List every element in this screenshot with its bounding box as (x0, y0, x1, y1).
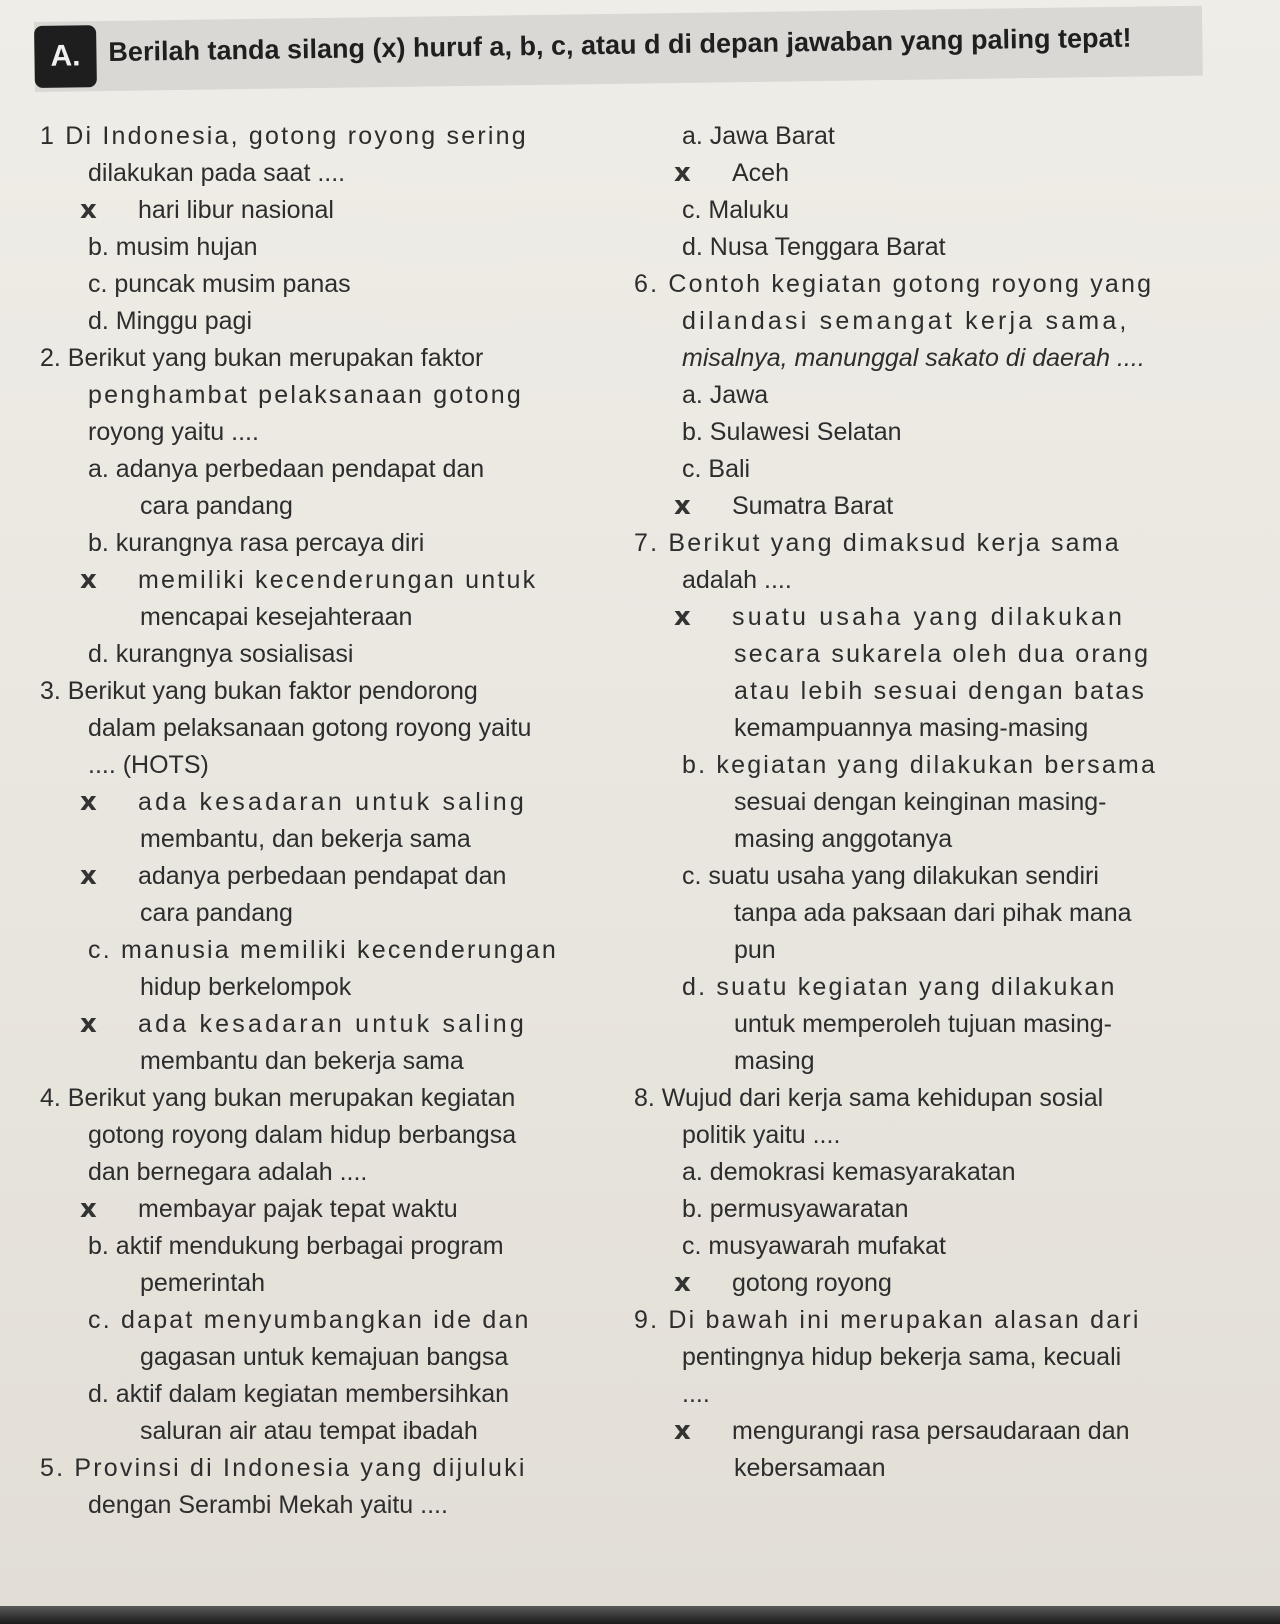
line-text: adanya perbedaan pendapat dan (138, 862, 507, 890)
line-text: .... (HOTS) (88, 751, 209, 779)
line-text: .... (682, 1380, 710, 1408)
question-text-line (40, 1154, 640, 1191)
line-text: b. Sulawesi Selatan (682, 418, 902, 446)
answer-option-line (40, 525, 640, 562)
answer-option-line (40, 1006, 640, 1043)
answer-option-line (40, 932, 640, 969)
line-text: politik yaitu .... (682, 1121, 841, 1149)
line-text: a. demokrasi kemasyarakatan (682, 1158, 1016, 1186)
line-text: membantu, dan bekerja sama (140, 825, 471, 853)
line-text: kebersamaan (734, 1454, 886, 1482)
answer-option-line (40, 821, 640, 858)
line-text: untuk memperoleh tujuan masing- (734, 1010, 1112, 1038)
line-text: c. musyawarah mufakat (682, 1232, 946, 1260)
line-text: ada kesadaran untuk saling (138, 1010, 527, 1038)
line-text: adalah .... (682, 566, 792, 594)
question-line (40, 673, 640, 710)
line-text: gotong royong dalam hidup berbangsa (88, 1121, 517, 1149)
answer-option-line (634, 1413, 1244, 1450)
line-text: royong yaitu .... (88, 418, 259, 446)
handwritten-x-mark: x (674, 158, 691, 188)
line-text: dilakukan pada saat .... (88, 159, 346, 187)
answer-option-line (634, 1191, 1244, 1228)
line-text: c. suatu usaha yang dilakukan sendiri (682, 862, 1099, 890)
question-line (634, 1080, 1244, 1117)
line-text: 7. Berikut yang dimaksud kerja sama (634, 529, 1121, 557)
answer-option-line (40, 192, 640, 229)
answer-option-line (634, 710, 1244, 747)
line-text: memiliki kecenderungan untuk (138, 566, 538, 594)
answer-option-line (40, 895, 640, 932)
answer-option-line (40, 562, 640, 599)
handwritten-x-mark: x (674, 491, 691, 521)
handwritten-x-mark: x (80, 787, 100, 817)
line-text: membantu dan bekerja sama (140, 1047, 464, 1075)
line-text: hari libur nasional (138, 196, 334, 224)
answer-option-line (634, 821, 1244, 858)
answer-option-line (634, 414, 1244, 451)
answer-option-line (634, 192, 1244, 229)
handwritten-x-mark: x (80, 565, 99, 595)
line-text: dan bernegara adalah .... (88, 1158, 368, 1186)
line-text: hidup berkelompok (140, 973, 352, 1001)
answer-option-line (634, 784, 1244, 821)
question-text-line (40, 155, 640, 192)
answer-option-line (40, 599, 640, 636)
answer-option-line (634, 858, 1244, 895)
line-text: a. Jawa Barat (682, 122, 835, 150)
question-text-line (40, 710, 640, 747)
line-text: dengan Serambi Mekah yaitu .... (88, 1491, 448, 1519)
instruction-header (34, 6, 1203, 92)
line-text: c. Maluku (682, 196, 789, 224)
line-text: Sumatra Barat (732, 492, 894, 520)
line-text: 8. Wujud dari kerja sama kehidupan sosial (634, 1084, 1104, 1112)
line-text: sesuai dengan keinginan masing- (734, 788, 1107, 816)
line-text: misalnya, manunggal sakato di daerah .... (682, 344, 1145, 372)
line-text: b. kurangnya rasa percaya diri (88, 529, 425, 557)
line-text: c. dapat menyumbangkan ide dan (88, 1306, 531, 1334)
line-text: secara sukarela oleh dua orang (734, 640, 1151, 668)
question-line (634, 266, 1244, 303)
line-text: atau lebih sesuai dengan batas (734, 677, 1147, 705)
answer-option-line (40, 1302, 640, 1339)
answer-option-line (634, 895, 1244, 932)
line-text: pemerintah (140, 1269, 266, 1297)
answer-option-line (40, 1413, 640, 1450)
question-text-line (634, 303, 1244, 340)
line-text: a. Jawa (682, 381, 769, 409)
line-text: gotong royong (732, 1269, 892, 1297)
question-line (634, 525, 1244, 562)
answer-option-line (40, 1376, 640, 1413)
line-text: 5. Provinsi di Indonesia yang dijuluki (40, 1454, 527, 1482)
handwritten-x-mark: x (80, 195, 97, 225)
line-text: suatu usaha yang dilakukan (732, 603, 1126, 631)
line-text: a. adanya perbedaan pendapat dan (88, 455, 485, 483)
answer-option-line (634, 636, 1244, 673)
answer-option-line (634, 1265, 1244, 1302)
line-text: 4. Berikut yang bukan merupakan kegiatan (40, 1084, 516, 1112)
line-text: d. kurangnya sosialisasi (88, 640, 354, 668)
answer-option-line (634, 747, 1244, 784)
answer-option-line (40, 1228, 640, 1265)
line-text: d. Minggu pagi (88, 307, 253, 335)
line-text: c. puncak musim panas (88, 270, 351, 298)
line-text: masing anggotanya (734, 825, 953, 853)
answer-option-line (634, 1154, 1244, 1191)
question-line (40, 1080, 640, 1117)
handwritten-x-mark: x (80, 1194, 97, 1224)
answer-option-line (634, 1450, 1244, 1487)
question-text-line (40, 377, 640, 414)
answer-option-line (40, 1265, 640, 1302)
line-text: Aceh (732, 159, 789, 187)
answer-option-line (40, 784, 640, 821)
line-text: dilandasi semangat kerja sama, (682, 307, 1130, 335)
line-text: d. Nusa Tenggara Barat (682, 233, 946, 261)
line-text: pentingnya hidup bekerja sama, kecuali (682, 1343, 1122, 1371)
line-text: c. Bali (682, 455, 751, 483)
line-text: tanpa ada paksaan dari pihak mana (734, 899, 1132, 927)
line-text: b. permusyawaratan (682, 1195, 909, 1223)
line-text: 2. Berikut yang bukan merupakan faktor (40, 344, 484, 372)
answer-option-line (634, 118, 1244, 155)
question-text-line (40, 747, 640, 784)
answer-option-line (634, 229, 1244, 266)
question-line (40, 118, 640, 155)
question-text-line (40, 414, 640, 451)
line-text: pun (734, 936, 776, 964)
answer-option-line (40, 858, 640, 895)
line-text: b. kegiatan yang dilakukan bersama (682, 751, 1158, 779)
answer-option-line (634, 969, 1244, 1006)
line-text: mengurangi rasa persaudaraan dan (732, 1417, 1130, 1445)
question-text-line (40, 1487, 640, 1524)
line-text: b. aktif mendukung berbagai program (88, 1232, 504, 1260)
answer-option-line (634, 673, 1244, 710)
answer-option-line (634, 932, 1244, 969)
answer-option-line (634, 451, 1244, 488)
line-text: penghambat pelaksanaan gotong (88, 381, 523, 409)
line-text: d. aktif dalam kegiatan membersihkan (88, 1380, 510, 1408)
answer-option-line (40, 488, 640, 525)
answer-option-line (40, 1339, 640, 1376)
answer-option-line (634, 599, 1244, 636)
line-text: membayar pajak tepat waktu (138, 1195, 458, 1223)
line-text: b. musim hujan (88, 233, 258, 261)
line-text: 1 Di Indonesia, gotong royong sering (40, 122, 528, 150)
answer-option-line (634, 1006, 1244, 1043)
line-text: ada kesadaran untuk saling (138, 788, 527, 816)
answer-option-line (40, 229, 640, 266)
answer-option-line (634, 488, 1244, 525)
answer-option-line (40, 1043, 640, 1080)
answer-option-line (40, 969, 640, 1006)
line-text: c. manusia memiliki kecenderungan (88, 936, 559, 964)
handwritten-x-mark: x (80, 861, 97, 891)
handwritten-x-mark: x (674, 1268, 691, 1298)
question-line (634, 1302, 1244, 1339)
question-text-line (634, 562, 1244, 599)
question-line (40, 340, 640, 377)
answer-option-line (634, 155, 1244, 192)
handwritten-x-mark: x (80, 1009, 100, 1039)
answer-option-line (40, 636, 640, 673)
answer-option-line (40, 303, 640, 340)
instruction-text: Berilah tanda silang (x) huruf a, b, c, atau d di depan jawaban yang paling tepat! (108, 22, 1132, 67)
line-text: cara pandang (140, 492, 293, 520)
answer-option-line (634, 377, 1244, 414)
line-text: kemampuannya masing-masing (734, 714, 1089, 742)
handwritten-x-mark: x (674, 1416, 691, 1446)
line-text: masing (734, 1047, 815, 1075)
question-line (40, 1450, 640, 1487)
line-text: gagasan untuk kemajuan bangsa (140, 1343, 509, 1371)
line-text: 3. Berikut yang bukan faktor pendorong (40, 677, 478, 705)
section-letter: A. (34, 25, 97, 88)
question-text-line (634, 1117, 1244, 1154)
answer-option-line (634, 1043, 1244, 1080)
handwritten-x-mark: x (674, 602, 694, 632)
question-text-line (634, 340, 1244, 377)
line-text: saluran air atau tempat ibadah (140, 1417, 478, 1445)
line-text: 6. Contoh kegiatan gotong royong yang (634, 270, 1154, 298)
line-text: d. suatu kegiatan yang dilakukan (682, 973, 1117, 1001)
question-text-line (40, 1117, 640, 1154)
left-column (40, 118, 640, 1524)
answer-option-line (40, 1191, 640, 1228)
line-text: mencapai kesejahteraan (140, 603, 413, 631)
question-text-line (634, 1376, 1244, 1413)
answer-option-line (634, 1228, 1244, 1265)
page-edge-shadow (0, 1606, 1280, 1624)
line-text: cara pandang (140, 899, 293, 927)
answer-option-line (40, 451, 640, 488)
answer-option-line (40, 266, 640, 303)
right-column (634, 118, 1244, 1487)
question-text-line (634, 1339, 1244, 1376)
line-text: 9. Di bawah ini merupakan alasan dari (634, 1306, 1141, 1334)
line-text: dalam pelaksanaan gotong royong yaitu (88, 714, 532, 742)
